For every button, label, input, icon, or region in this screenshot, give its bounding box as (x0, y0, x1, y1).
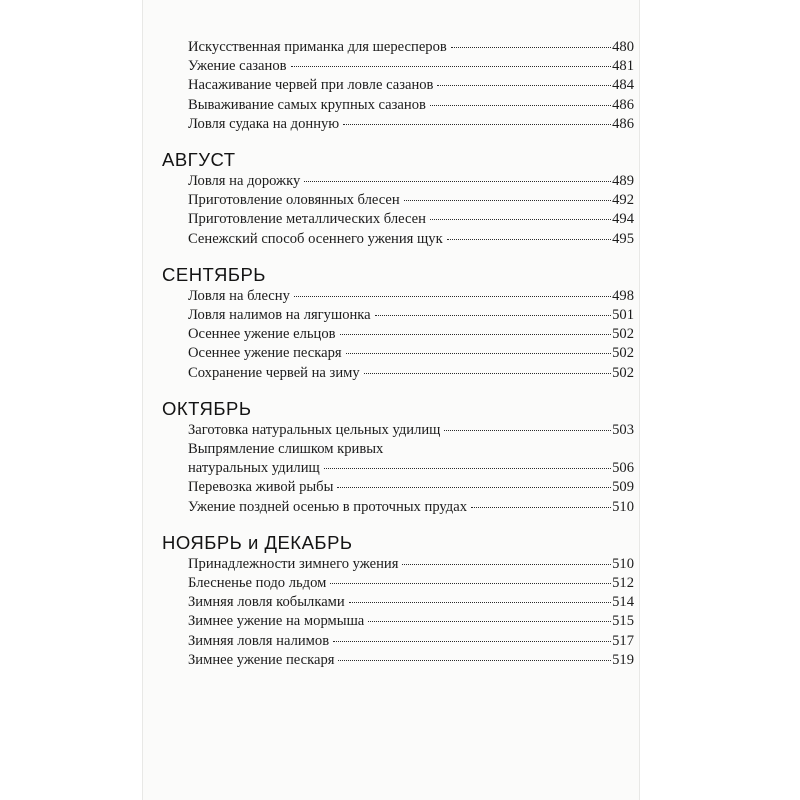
entry-row (188, 651, 634, 670)
dot-leader (364, 373, 611, 374)
entry-row (188, 172, 634, 191)
toc-entry (188, 651, 634, 670)
entry-title: Насаживание червей при ловле сазанов (188, 77, 434, 94)
page-number: 481 (612, 58, 634, 75)
section-heading: НОЯБРЬ и ДЕКАБРЬ (162, 531, 353, 553)
entry-row (188, 230, 634, 249)
toc-entry (188, 210, 634, 229)
toc-entry (188, 344, 634, 363)
page-number: 515 (612, 613, 634, 630)
entry-row (188, 574, 634, 593)
dot-leader (346, 353, 612, 354)
page-number: 480 (612, 39, 634, 55)
entry-list (188, 555, 634, 670)
page-number: 506 (612, 460, 634, 477)
page-number: 502 (612, 326, 634, 343)
page-number: 514 (612, 594, 634, 611)
entry-row (188, 115, 634, 134)
page-number: 517 (612, 632, 634, 649)
dot-leader (430, 105, 611, 106)
dot-leader (330, 583, 611, 584)
page-number: 510 (612, 555, 634, 572)
toc-entry (188, 76, 634, 95)
toc-entry (188, 593, 634, 612)
entry-row (188, 498, 634, 517)
entry-row (188, 287, 634, 306)
toc-entry (188, 555, 634, 574)
page-number: 492 (612, 192, 634, 209)
toc-entry (188, 574, 634, 593)
entry-row (188, 38, 634, 57)
entry-title: Сохранение червей на зиму (188, 364, 360, 381)
entry-title: Зимняя ловля налимов (188, 632, 330, 649)
page-number: 486 (612, 115, 634, 132)
toc-entry (188, 172, 634, 191)
toc-entry (188, 306, 634, 325)
dot-leader (333, 641, 611, 642)
entry-title: Осеннее ужение пескаря (188, 345, 342, 362)
dot-leader (404, 200, 611, 201)
entry-title: Приготовление оловянных блесен (188, 192, 400, 209)
entry-row (188, 555, 634, 574)
dot-leader (294, 296, 611, 297)
dot-leader (402, 564, 611, 565)
section-heading: АВГУСТ (162, 149, 236, 171)
entry-row (188, 76, 634, 95)
toc-entry (188, 191, 634, 210)
page-number: 502 (612, 345, 634, 362)
entry-row (188, 593, 634, 612)
entry-title: Ловля налимов на лягушонка (188, 307, 371, 324)
section-heading: СЕНТЯБРЬ (162, 263, 266, 285)
entry-row (188, 306, 634, 325)
page-number: 484 (612, 77, 634, 94)
toc-entry (188, 364, 634, 383)
entry-title: Вываживание самых крупных сазанов (188, 96, 426, 113)
page-number: 486 (612, 96, 634, 113)
page-number: 489 (612, 173, 634, 190)
entry-row (188, 344, 634, 363)
entry-row (188, 96, 634, 115)
entry-row (188, 191, 634, 210)
entry-row (188, 478, 634, 497)
dot-leader (349, 602, 611, 603)
entry-row (188, 459, 634, 478)
entry-list (188, 38, 634, 134)
dot-leader (451, 47, 611, 48)
dot-leader (368, 621, 611, 622)
table-of-contents (162, 38, 634, 670)
entry-title: Зимняя ловля кобылками (188, 594, 345, 611)
toc-entry (188, 325, 634, 344)
dot-leader (340, 334, 612, 335)
toc-entry (188, 96, 634, 115)
dot-leader (291, 66, 612, 67)
dot-leader (437, 85, 611, 86)
entry-title: Заготовка натуральных цельных удилищ (188, 421, 441, 438)
toc-section (162, 397, 634, 517)
entry-title: Зимнее ужение пескаря (188, 651, 335, 668)
entry-title: Искусственная приманка для шересперов (188, 39, 447, 55)
entry-row (188, 210, 634, 229)
entry-list (188, 287, 634, 383)
entry-row (188, 612, 634, 631)
page-number: 512 (612, 575, 634, 592)
entry-title: Принадлежности зимнего ужения (188, 555, 399, 572)
entry-row (188, 421, 634, 440)
entry-title: Сенежский способ осеннего ужения щук (188, 230, 443, 247)
toc-entry (188, 498, 634, 517)
dot-leader (444, 430, 611, 431)
dot-leader (343, 124, 611, 125)
dot-leader (337, 487, 611, 488)
toc-entry (188, 478, 634, 497)
entry-title: Ловля на дорожку (188, 173, 301, 190)
page-edge-right (639, 0, 640, 800)
dot-leader (430, 219, 611, 220)
toc-entry (188, 38, 634, 57)
entry-list (188, 172, 634, 249)
entry-row (188, 632, 634, 651)
dot-leader (304, 181, 611, 182)
page-number: 498 (612, 287, 634, 304)
page-number: 494 (612, 211, 634, 228)
page-number: 519 (612, 651, 634, 668)
page-number: 495 (612, 230, 634, 247)
page-number: 503 (612, 421, 634, 438)
toc-entry (188, 632, 634, 651)
toc-entry (188, 421, 634, 440)
entry-title: Ужение поздней осенью в проточных прудах (188, 498, 467, 515)
section-heading: ОКТЯБРЬ (162, 397, 252, 419)
toc-entry (188, 230, 634, 249)
page-number: 502 (612, 364, 634, 381)
entry-title: Перевозка живой рыбы (188, 479, 334, 496)
entry-title-line1: Выпрямление слишком кривых (188, 441, 384, 458)
entry-title: Осеннее ужение ельцов (188, 326, 336, 343)
entry-row (188, 325, 634, 344)
dot-leader (375, 315, 611, 316)
toc-entry (188, 115, 634, 134)
page-edge-left (142, 0, 143, 800)
entry-row (188, 57, 634, 76)
entry-row (188, 364, 634, 383)
toc-section (162, 263, 634, 383)
entry-title: натуральных удилищ (188, 460, 320, 477)
toc-section (162, 148, 634, 249)
toc-entry (188, 612, 634, 631)
entry-list (188, 421, 634, 517)
toc-entry (188, 57, 634, 76)
toc-entry (188, 440, 634, 478)
toc-section (162, 531, 634, 670)
entry-title: Приготовление металлических блесен (188, 211, 426, 228)
page-number: 510 (612, 498, 634, 515)
dot-leader (447, 239, 611, 240)
entry-title: Зимнее ужение на мормыша (188, 613, 365, 630)
entry-title: Ужение сазанов (188, 58, 287, 75)
entry-title: Ловля судака на донную (188, 115, 340, 132)
dot-leader (324, 468, 611, 469)
entry-title: Ловля на блесну (188, 287, 290, 304)
page-number: 501 (612, 307, 634, 324)
dot-leader (338, 660, 611, 661)
entry-title: Блесненье подо льдом (188, 575, 327, 592)
toc-entry (188, 287, 634, 306)
dot-leader (471, 507, 611, 508)
toc-section (168, 38, 634, 134)
page-number: 509 (612, 479, 634, 496)
